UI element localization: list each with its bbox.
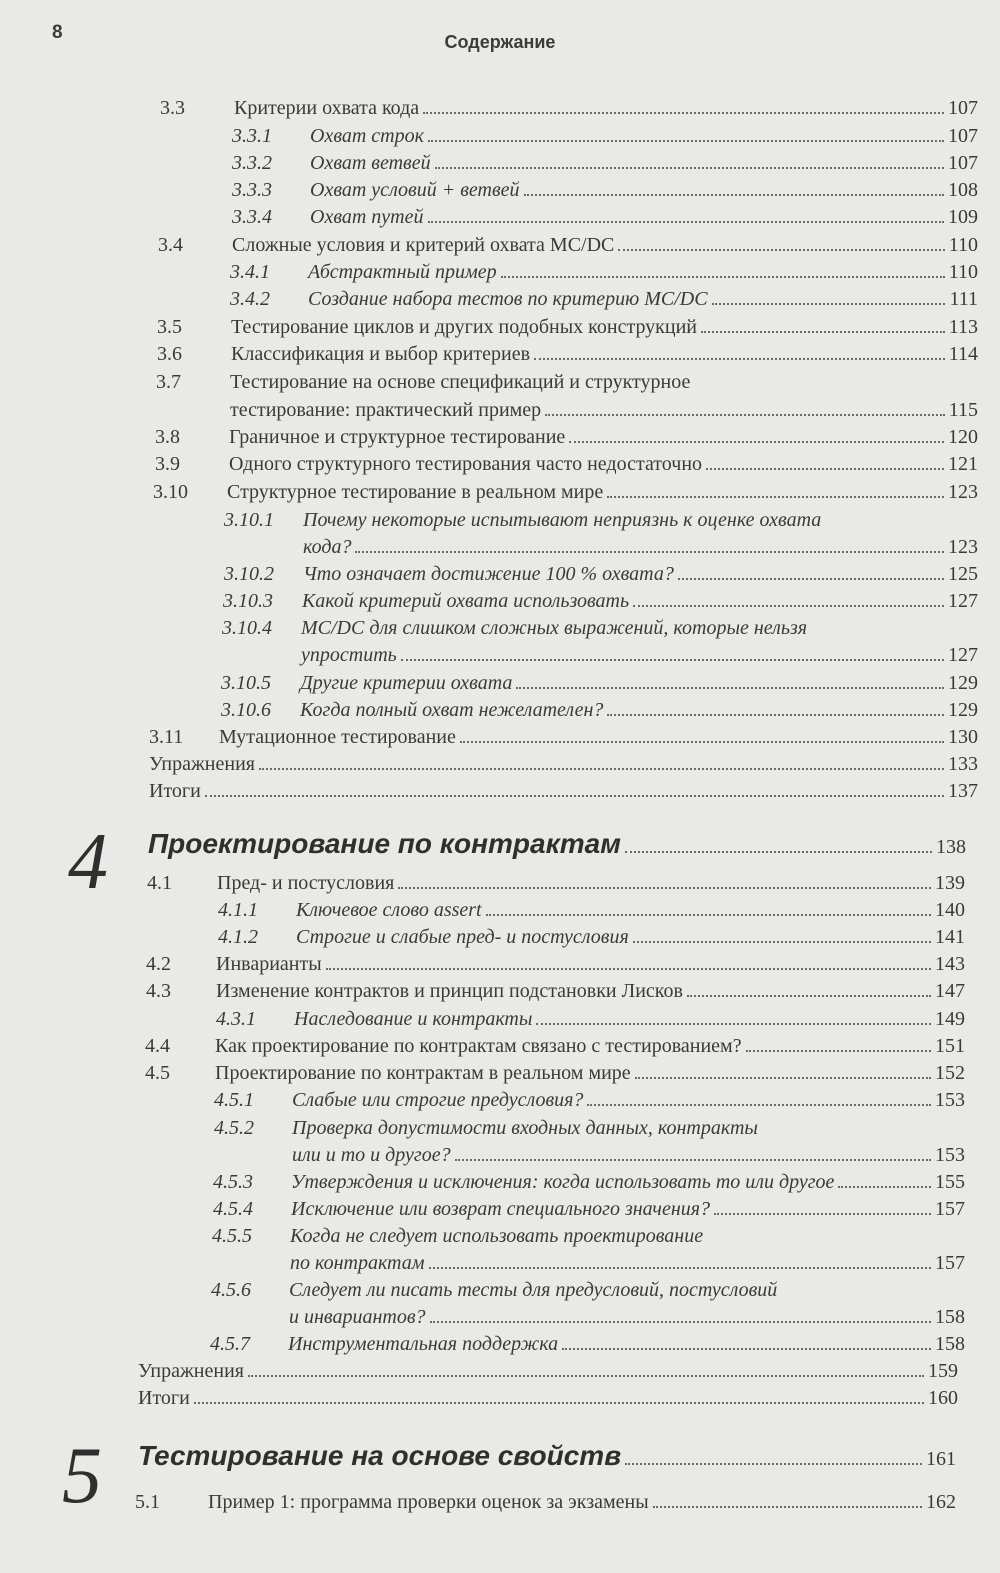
toc-title: Пример 1: программа проверки оценок за экзамены (208, 1491, 649, 1513)
toc-row (230, 260, 978, 288)
toc-page: 141 (935, 926, 965, 948)
toc-page: 107 (948, 152, 978, 174)
toc-page: 123 (948, 481, 978, 503)
toc-page: 157 (935, 1252, 965, 1274)
toc-page: 133 (948, 753, 978, 775)
toc-num: 3.4 (158, 234, 183, 256)
toc-title: Упражнения (149, 753, 255, 775)
toc-title: и инвариантов? (289, 1306, 426, 1328)
toc-title: Итоги (149, 780, 201, 802)
toc-row (218, 898, 965, 926)
toc-page: 152 (935, 1062, 965, 1084)
toc-title: Изменение контрактов и принцип подстановки Лисков (216, 980, 683, 1002)
toc-row (146, 979, 965, 1007)
toc-row (214, 1088, 965, 1116)
toc-num: 4.5.3 (213, 1171, 253, 1193)
toc-page: 130 (948, 726, 978, 748)
toc-row (213, 1197, 965, 1225)
toc-num: 4.5.5 (212, 1225, 252, 1247)
toc-title: Как проектирование по контрактам связано с тестированием? (215, 1035, 742, 1057)
toc-page: 162 (926, 1491, 956, 1513)
chapter-title: Тестирование на основе свойств (138, 1440, 622, 1471)
toc-page: 151 (935, 1035, 965, 1057)
toc-page: 114 (948, 343, 978, 365)
toc-num: 3.10.5 (221, 672, 271, 694)
toc-num: 4.1 (147, 872, 172, 894)
chapter-number: 5 (62, 1432, 102, 1520)
toc-num: 3.3.1 (232, 125, 272, 147)
running-head: Содержание (444, 32, 556, 52)
toc-title: Тестирование циклов и других подобных конструкций (231, 316, 698, 338)
toc-title: Ключевое слово assert (296, 899, 482, 921)
toc-row (216, 1007, 965, 1035)
toc-page: 123 (948, 536, 978, 558)
chapter-heading (138, 1440, 956, 1474)
toc-title: по контрактам (290, 1252, 425, 1274)
toc-num: 4.1.2 (218, 926, 258, 948)
toc-row (232, 205, 978, 233)
toc-num: 4.5.7 (210, 1333, 250, 1355)
toc-title: Упражнения (138, 1360, 244, 1382)
toc-title: Создание набора тестов по критерию MC/DC (308, 288, 708, 310)
toc-page: 147 (935, 980, 965, 1002)
toc-row (232, 151, 978, 179)
toc-num: 3.3 (160, 97, 185, 119)
toc-title: Абстрактный пример (308, 261, 497, 283)
toc-title: Охват условий + ветвей (310, 179, 520, 201)
toc-page: 110 (948, 261, 978, 283)
toc-title: Проектирование по контрактам в реальном мире (215, 1062, 631, 1084)
toc-title-line1: Тестирование на основе спецификаций и структурное (230, 371, 691, 393)
toc-page: 108 (948, 179, 978, 201)
toc-row (157, 315, 978, 343)
toc-num: 3.10.1 (224, 509, 274, 531)
toc-row (210, 1332, 965, 1360)
toc-num: 3.8 (155, 426, 180, 448)
toc-row (232, 178, 978, 206)
toc-row (156, 370, 978, 398)
toc-page: 143 (935, 953, 965, 975)
toc-row (214, 1143, 965, 1171)
toc-title: Инструментальная поддержка (288, 1333, 559, 1355)
toc-page: 121 (948, 453, 978, 475)
toc-title: тестирование: практический пример (230, 399, 542, 421)
toc-num: 4.5.2 (214, 1117, 254, 1139)
toc-row (153, 480, 978, 508)
toc-title: Инварианты (216, 953, 322, 975)
toc-num: 4.5 (145, 1062, 170, 1084)
toc-row (211, 1305, 965, 1333)
chapter-number: 4 (68, 818, 108, 906)
toc-page: 140 (935, 899, 965, 921)
toc-page: 158 (935, 1333, 965, 1355)
toc-title: Итоги (138, 1387, 190, 1409)
toc-row (223, 589, 978, 617)
toc-row (146, 952, 965, 980)
toc-num: 5.1 (135, 1491, 160, 1513)
toc-row (222, 643, 978, 671)
toc-title: Наследование и контракты (294, 1008, 533, 1030)
toc-row (138, 1359, 958, 1387)
toc-page: 149 (935, 1008, 965, 1030)
toc-row (230, 287, 978, 315)
toc-title: Строгие и слабые пред- и постусловия (296, 926, 629, 948)
toc-title: Другие критерии охвата (300, 672, 513, 694)
toc-num: 4.3 (146, 980, 171, 1002)
toc-row (224, 508, 978, 536)
toc-row (160, 96, 978, 124)
toc-title: Охват путей (310, 206, 424, 228)
toc-num: 3.10.2 (224, 563, 274, 585)
page-number: 8 (52, 22, 63, 43)
toc-num: 3.5 (157, 316, 182, 338)
toc-page: 137 (948, 780, 978, 802)
toc-row (138, 1386, 958, 1414)
toc-title: Утверждения и исключения: когда использовать то или другое (291, 1171, 835, 1193)
toc-row (149, 752, 978, 780)
toc-row (158, 233, 978, 261)
toc-title: Критерии охвата кода (234, 97, 420, 119)
toc-title: Мутационное тестирование (219, 726, 456, 748)
toc-page: 107 (948, 125, 978, 147)
chapter-page: 138 (936, 836, 966, 858)
toc-num: 4.2 (146, 953, 171, 975)
toc-page: 111 (949, 288, 978, 310)
toc-num: 3.6 (157, 343, 182, 365)
toc-page: 113 (948, 316, 978, 338)
toc-num: 4.4 (145, 1035, 170, 1057)
toc-title: кода? (303, 536, 352, 558)
toc-title: Слабые или строгие предусловия? (292, 1089, 584, 1111)
toc-row (155, 452, 978, 480)
toc-page: 153 (935, 1144, 965, 1166)
toc-num: 3.11 (149, 726, 184, 748)
chapter-title: Проектирование по контрактам (148, 828, 621, 859)
toc-row (147, 871, 965, 899)
toc-title: Пред- и постусловия (217, 872, 395, 894)
toc-row (214, 1116, 965, 1144)
toc-page: 107 (948, 97, 978, 119)
toc-page: 159 (928, 1360, 958, 1382)
toc-row (149, 725, 978, 753)
toc-row (213, 1170, 965, 1198)
toc-title: Одного структурного тестирования часто недостаточно (229, 453, 703, 475)
toc-row (156, 398, 978, 426)
toc-title-line1: Когда не следует использовать проектирование (290, 1225, 704, 1247)
toc-num: 4.1.1 (218, 899, 258, 921)
toc-title: Структурное тестирование в реальном мире (227, 481, 604, 503)
toc-page: 125 (948, 563, 978, 585)
toc-num: 3.3.2 (232, 152, 272, 174)
toc-title: или и то и другое? (292, 1144, 451, 1166)
toc-title-line1: Следует ли писать тесты для предусловий, постусловий (289, 1279, 778, 1301)
toc-page: 115 (948, 399, 978, 421)
toc-row (211, 1278, 965, 1306)
toc-title: Классификация и выбор критериев (231, 343, 531, 365)
toc-page: 160 (928, 1387, 958, 1409)
toc-num: 3.7 (156, 371, 181, 393)
toc-row (135, 1490, 956, 1518)
toc-num: 3.3.3 (232, 179, 272, 201)
toc-title: Сложные условия и критерий охвата MC/DC (232, 234, 615, 256)
toc-num: 4.3.1 (216, 1008, 256, 1030)
toc-title-line1: MC/DC для слишком сложных выражений, которые нельзя (301, 617, 808, 639)
toc-row (212, 1251, 965, 1279)
toc-title: Охват строк (310, 125, 424, 147)
toc-row (149, 779, 978, 807)
chapter-heading (148, 828, 966, 862)
toc-row (221, 671, 978, 699)
toc-row (224, 562, 978, 590)
toc-num: 3.10.3 (223, 590, 273, 612)
toc-num: 3.10.4 (222, 617, 272, 639)
toc-num: 4.5.1 (214, 1089, 254, 1111)
toc-row (221, 698, 978, 726)
toc-num: 3.4.1 (230, 261, 270, 283)
toc-page: 158 (935, 1306, 965, 1328)
toc-title: Когда полный охват нежелателен? (300, 699, 604, 721)
toc-title: Граничное и структурное тестирование (229, 426, 566, 448)
toc-num: 3.9 (155, 453, 180, 475)
toc-row (155, 425, 978, 453)
toc-page: 129 (948, 699, 978, 721)
toc-page: 153 (935, 1089, 965, 1111)
toc-title-line1: Проверка допустимости входных данных, контракты (292, 1117, 758, 1139)
toc-title-line1: Почему некоторые испытывают неприязнь к оценке охвата (303, 509, 822, 531)
toc-title: упростить (301, 644, 397, 666)
toc-num: 4.5.4 (213, 1198, 253, 1220)
toc-page: 127 (948, 644, 978, 666)
toc-title: Исключение или возврат специального значения? (291, 1198, 711, 1220)
toc-title: Охват ветвей (310, 152, 431, 174)
toc-page: 129 (948, 672, 978, 694)
toc-page: 110 (948, 234, 978, 256)
toc-title: Что означает достижение 100 % охвата? (303, 563, 674, 585)
toc-row (222, 616, 978, 644)
toc-page: 157 (935, 1198, 965, 1220)
toc-num: 4.5.6 (211, 1279, 251, 1301)
toc-page: 155 (935, 1171, 965, 1193)
toc-row (232, 124, 978, 152)
toc-num: 3.10 (153, 481, 188, 503)
toc-page: 139 (935, 872, 965, 894)
toc-num: 3.3.4 (232, 206, 272, 228)
chapter-page: 161 (926, 1448, 956, 1470)
toc-row (212, 1224, 965, 1252)
toc-row (145, 1034, 965, 1062)
toc-page: 109 (948, 206, 978, 228)
toc-num: 3.10.6 (221, 699, 271, 721)
toc-row (218, 925, 965, 953)
toc-row (157, 342, 978, 370)
toc-row (145, 1061, 965, 1089)
toc-row (224, 535, 978, 563)
toc-page: 120 (948, 426, 978, 448)
toc-num: 3.4.2 (230, 288, 270, 310)
toc-title: Какой критерий охвата использовать (302, 590, 630, 612)
toc-page: 127 (948, 590, 978, 612)
